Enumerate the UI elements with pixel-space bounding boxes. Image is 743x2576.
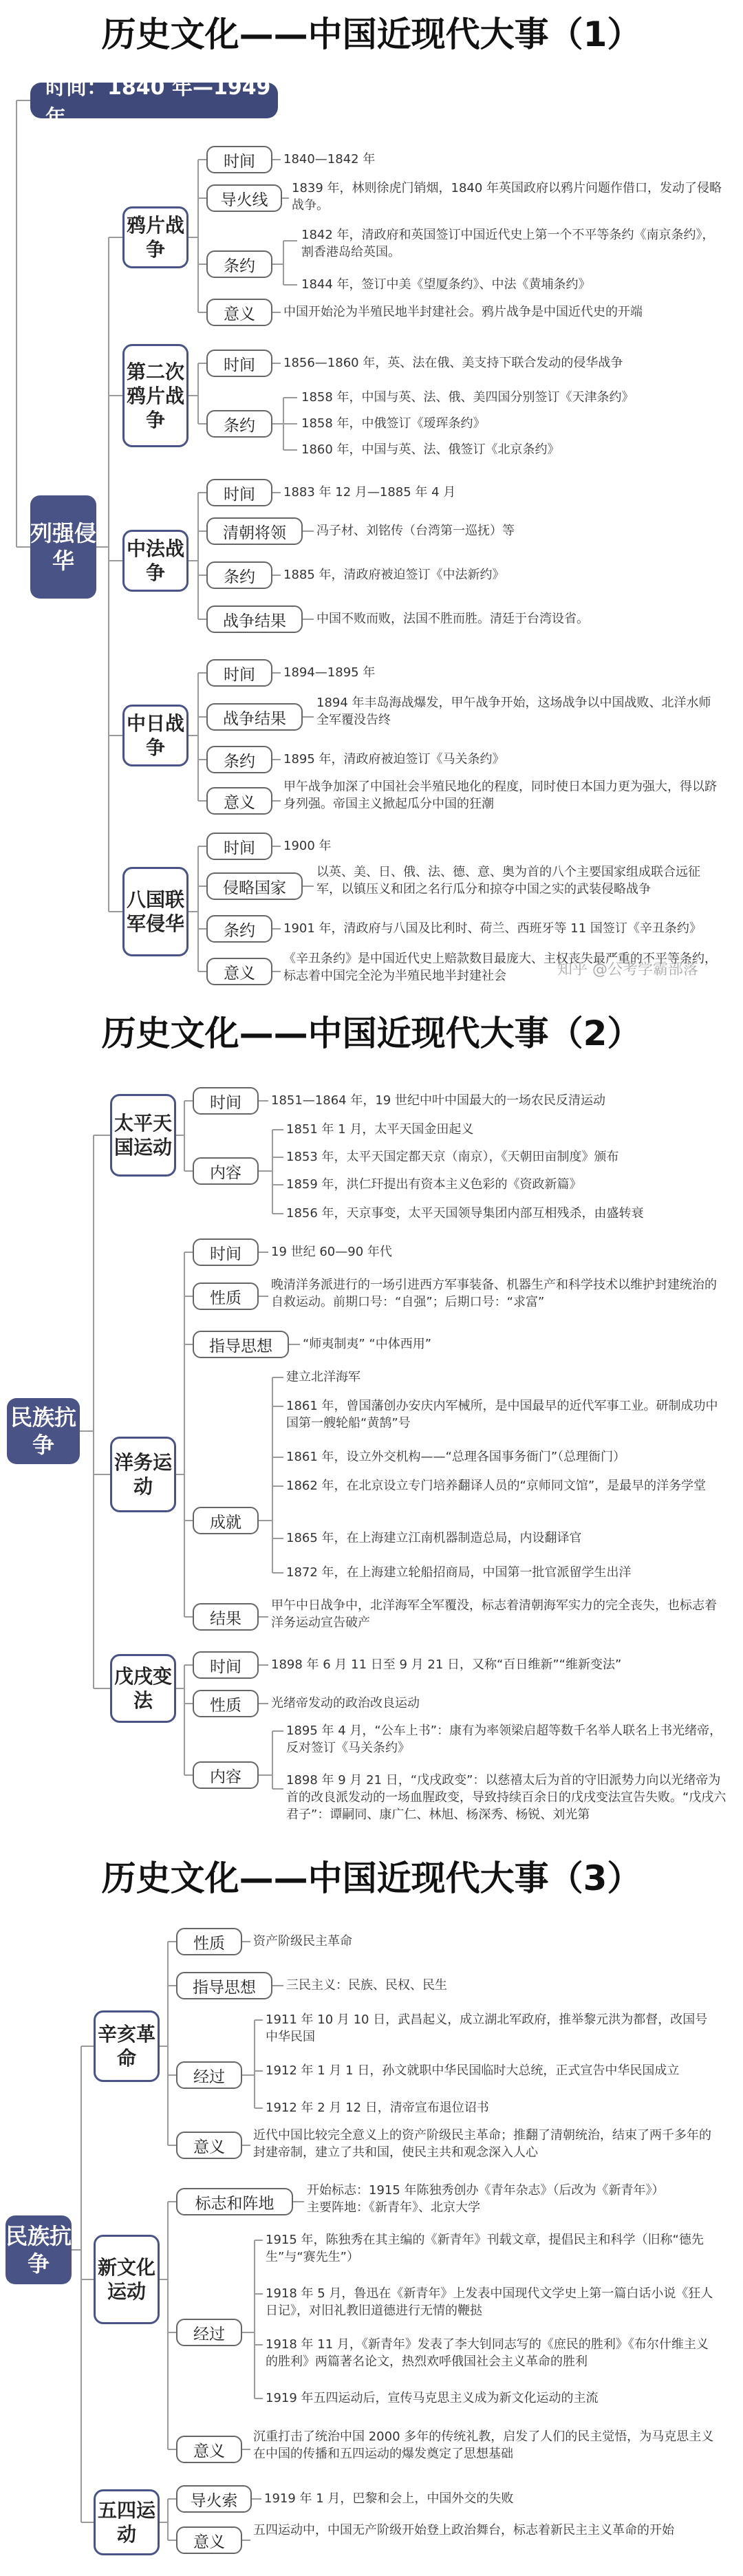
item-label: 导火索: [176, 2485, 252, 2513]
item-text: 1858 年，中俄签订《瑷珲条约》: [301, 416, 486, 431]
movement-node: 太平天国运动: [110, 1094, 176, 1177]
item-label: 条约: [206, 915, 272, 943]
section-title: 历史文化——中国近现代大事（2）: [101, 1013, 642, 1053]
item-text: 1861 年，曾国藩创办安庆内军械所，是中国最早的近代军事工业。研制成功中国第一艘轮船“黄鹄”号: [286, 1399, 718, 1430]
item-label: 成就: [193, 1507, 259, 1534]
item-label: 意义: [206, 787, 272, 815]
item-label: 导火线: [206, 184, 282, 212]
section-1: [0, 0, 743, 1011]
item-text: 1894—1895 年: [283, 665, 376, 680]
item-text: 冯子材、刘铭传（台湾第一巡抚）等: [316, 524, 515, 538]
item-label: 结果: [193, 1603, 259, 1631]
item-label: 指导思想: [193, 1331, 289, 1358]
item-text: “师夷制夷” “中体西用”: [303, 1337, 432, 1351]
item-text: 中国开始沦为半殖民地半封建社会。鸦片战争是中国近代史的开端: [283, 305, 643, 319]
item-text: 1895 年 4 月，“公车上书”：康有为率领梁启超等数千名举人联名上书光绪帝，反对签订《马关条约》: [286, 1724, 722, 1755]
item-label: 性质: [193, 1282, 259, 1310]
item-text: 1912 年 2 月 12 日，清帝宣布退位诏书: [266, 2101, 489, 2115]
item-text: 中国不败而败，法国不胜而胜。清廷于台湾设省。: [316, 612, 589, 626]
item-label: 条约: [206, 746, 272, 773]
item-text: 1919 年 1 月，巴黎和会上，中国外交的失败: [264, 2491, 514, 2506]
war-node: 中日战争: [122, 705, 189, 766]
item-text: 建立北洋海军: [286, 1370, 360, 1384]
movement-node: 五四运动: [94, 2489, 160, 2555]
item-text: 1883 年 12 月—1885 年 4 月: [283, 485, 456, 500]
item-text: 1900 年: [283, 839, 332, 853]
item-label: 时间: [193, 1087, 259, 1115]
item-label: 指导思想: [176, 1972, 272, 1999]
item-label: 性质: [193, 1690, 259, 1717]
item-text: 1911 年 10 月 10 日，武昌起义，成立湖北军政府，推举黎元洪为都督，改国号中华民国: [266, 2012, 708, 2044]
item-label: 时间: [193, 1238, 259, 1266]
time-span-bar: 时间：1840 年—1949 年: [30, 83, 278, 118]
item-text: 1859 年，洪仁玕提出有资本主义色彩的《资政新篇》: [286, 1177, 582, 1192]
item-text: 1862 年，在北京设立专门培养翻译人员的“京师同文馆”，是最早的洋务学堂: [286, 1479, 707, 1493]
item-label: 内容: [193, 1157, 259, 1185]
item-text: 1918 年 11 月，《新青年》发表了李大钊同志写的《庶民的胜利》《布尔什维主义的胜利》两篇著名论文，热烈欢呼俄国社会主义革命的胜利: [266, 2337, 709, 2369]
movement-node: 洋务运动: [110, 1437, 176, 1512]
item-text: 《辛丑条约》是中国近代史上赔款数目最庞大、主权丧失最严重的不平等条约，标志着中国完全沦为半殖民地半封建社会: [283, 952, 717, 983]
item-text: 1872 年，在上海建立轮船招商局，中国第一批官派留学生出洋: [286, 1565, 632, 1580]
root-node: 民族抗争: [7, 1398, 80, 1464]
item-label: 意义: [176, 2526, 242, 2554]
item-text: 1860 年，中国与英、法、俄签订《北京条约》: [301, 442, 560, 457]
root-node: 民族抗争: [6, 2215, 72, 2284]
item-text: 1851—1864 年，19 世纪中叶中国最大的一场农民反清运动: [271, 1093, 605, 1108]
section-title: 历史文化——中国近现代大事（3）: [101, 1858, 642, 1898]
item-text: 1840—1842 年: [283, 152, 376, 167]
item-label: 条约: [206, 410, 272, 438]
movement-node: 辛亥革命: [94, 2010, 160, 2082]
item-text: 甲午战争加深了中国社会半殖民地化的程度，同时使日本国力更为强大，得以跻身列强。帝国主义掀起瓜分中国的狂潮: [283, 780, 717, 811]
item-text: 1901 年，清政府与八国及比利时、荷兰、西班牙等 11 国签订《辛丑条约》: [283, 921, 702, 936]
item-text: 晚清洋务派进行的一场引进西方军事装备、机器生产和科学技术以维护封建统治的自救运动。前期口号：“自强”；后期口号：“求富”: [271, 1278, 717, 1309]
item-text: 1865 年，在上海建立江南机器制造总局，内设翻译官: [286, 1531, 582, 1545]
item-label: 时间: [206, 350, 272, 377]
item-text: 甲午中日战争中，北洋海军全军覆没，标志着清朝海军实力的完全丧失，也标志着洋务运动宣告破产: [271, 1598, 717, 1630]
item-text: 19 世纪 60—90 年代: [271, 1245, 392, 1259]
item-text: 资产阶级民主革命: [253, 1934, 352, 1949]
item-label: 性质: [176, 1928, 242, 1955]
item-label: 时间: [193, 1651, 259, 1679]
watermark: 知乎 @公考学霸部落: [557, 961, 698, 978]
item-text: 沉重打击了统治中国 2000 多年的传统礼教，启发了人们的民主觉悟，为马克思主义在中国的传播和五四运动的爆发奠定了思想基础: [253, 2429, 714, 2461]
item-text: 1915 年，陈独秀在其主编的《新青年》刊载文章，提倡民主和科学（旧称“德先生”与“赛先生”）: [266, 2233, 704, 2264]
item-text: 1842 年，清政府和英国签订中国近代史上第一个不平等条约《南京条约》，割香港岛给英国。: [301, 228, 715, 259]
item-text: 1856—1860 年，英、法在俄、美支持下联合发动的侵华战争: [283, 356, 623, 370]
item-text: 1912 年 1 月 1 日，孙文就职中华民国临时大总统，正式宣告中华民国成立: [266, 2063, 680, 2078]
war-node: 第二次鸦片战争: [122, 344, 189, 447]
item-text: 1919 年五四运动后，宣传马克思主义成为新文化运动的主流: [266, 2391, 599, 2405]
item-label: 意义: [206, 958, 272, 985]
item-text: 五四运动中，中国无产阶级开始登上政治舞台，标志着新民主主义革命的开始: [253, 2523, 674, 2537]
item-text: 1853 年，太平天国定都天京（南京），《天朝田亩制度》颁布: [286, 1150, 619, 1164]
item-label: 意义: [176, 2132, 242, 2159]
item-label: 条约: [206, 250, 272, 278]
item-text: 1894 年丰岛海战爆发，甲午战争开始，这场战争以中国战败、北洋水师全军覆没告终: [316, 696, 711, 727]
item-text: 近代中国比较完全意义上的资产阶级民主革命；推翻了清朝统治，结束了两千多年的封建帝制，建立了共和国，使民主共和观念深入人心: [253, 2128, 711, 2160]
item-text: 三民主义：民族、民权、民生: [286, 1978, 447, 1993]
item-label: 时间: [206, 659, 272, 687]
movement-node: 新文化运动: [94, 2235, 160, 2324]
item-text: 1898 年 9 月 21 日，“戊戌政变”：以慈禧太后为首的守旧派势力向以光绪帝为首的改良派发动的一场血腥政变，导致持续百余日的戊戌变法宣告失败。“戊戌六君子”：谭嗣同、康广仁、林旭、杨深秀、杨锐、刘光第: [286, 1773, 726, 1822]
item-label: 意义: [206, 299, 272, 326]
item-text: 光绪帝发动的政治改良运动: [271, 1696, 420, 1710]
movement-node: 戊戌变法: [110, 1654, 176, 1723]
war-node: 八国联军侵华: [122, 867, 189, 956]
item-label: 清朝将领: [206, 517, 303, 545]
item-text: 1895 年，清政府被迫签订《马关条约》: [283, 752, 505, 766]
item-text: 开始标志：1915 年陈独秀创办《青年杂志》（后改为《新青年》） 主要阵地：《新青年》、北京大学: [307, 2183, 665, 2215]
item-text: 1918 年 5 月，鲁迅在《新青年》上发表中国现代文学史上第一篇白话小说《狂人日记》，对旧礼教旧道德进行无情的鞭挞: [266, 2286, 713, 2318]
item-label: 侵略国家: [206, 872, 303, 900]
item-text: 1844 年，签订中美《望厦条约》、中法《黄埔条约》: [301, 277, 591, 292]
item-label: 时间: [206, 479, 272, 506]
war-node: 鸦片战争: [122, 206, 189, 268]
item-label: 经过: [176, 2061, 242, 2089]
item-text: 1858 年，中国与英、法、俄、美四国分别签订《天津条约》: [301, 390, 634, 405]
item-label: 战争结果: [206, 605, 303, 633]
item-label: 时间: [206, 833, 272, 860]
item-text: 1856 年，天京事变，太平天国领导集团内部互相残杀，由盛转衰: [286, 1206, 644, 1221]
item-text: 1851 年 1 月，太平天国金田起义: [286, 1122, 474, 1137]
item-label: 时间: [206, 146, 272, 173]
item-text: 1898 年 6 月 11 日至 9 月 21 日，又称“百日维新”“维新变法”: [271, 1657, 622, 1672]
section-title: 历史文化——中国近现代大事（1）: [101, 14, 642, 54]
war-node: 中法战争: [122, 530, 189, 592]
root-node: 列强侵华: [30, 495, 96, 599]
item-label: 条约: [206, 561, 272, 589]
item-text: 以英、美、日、俄、法、德、意、奥为首的八个主要国家组成联合远征军，以镇压义和团之名行瓜分和掠夺中国之实的武装侵略战争: [316, 865, 700, 897]
item-label: 经过: [176, 2319, 242, 2346]
item-text: 1885 年，清政府被迫签订《中法新约》: [283, 568, 505, 582]
item-text: 1839 年，林则徐虎门销烟，1840 年英国政府以鸦片问题作借口，发动了侵略战争。: [292, 181, 722, 213]
item-label: 内容: [193, 1761, 259, 1789]
item-label: 标志和阵地: [176, 2188, 293, 2215]
item-text: 1861 年，设立外交机构——“总理各国事务衙门”（总理衙门）: [286, 1450, 626, 1464]
item-label: 意义: [176, 2436, 242, 2463]
item-label: 战争结果: [206, 703, 303, 731]
